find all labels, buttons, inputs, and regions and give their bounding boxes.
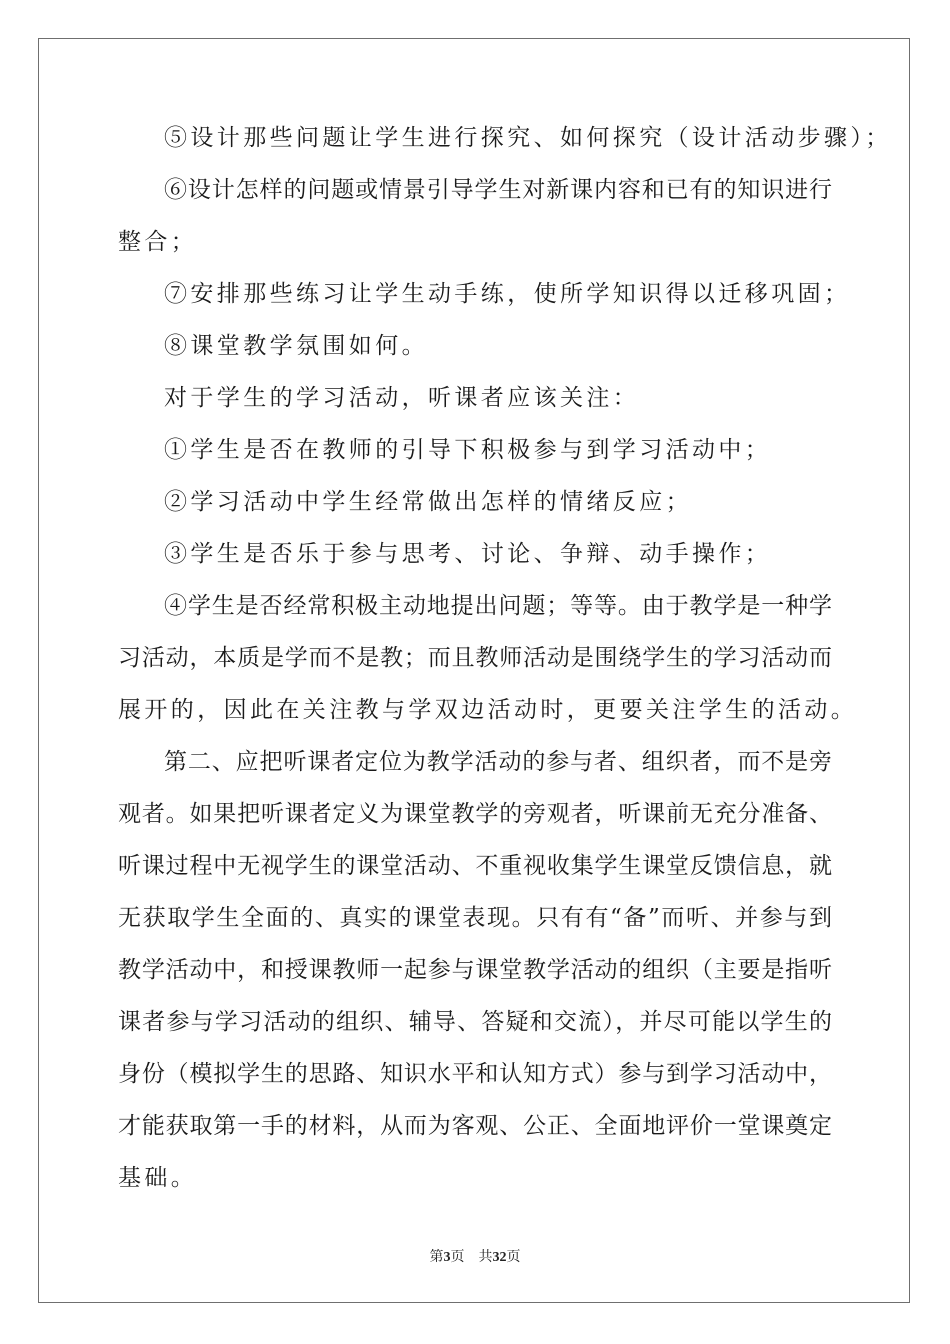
text-line: ⑤设计那些问题让学生进行探究、如何探究（设计活动步骤）； — [164, 125, 892, 151]
text-line: ①学生是否在教师的引导下积极参与到学习活动中； — [164, 437, 772, 463]
text-line: 才能获取第一手的材料，从而为客观、公正、全面地评价一堂课奠定 — [118, 1113, 832, 1139]
text-line: 对于学生的学习活动，听课者应该关注： — [164, 385, 640, 411]
document-body — [118, 124, 892, 1216]
page-label-suffix: 页 — [450, 1249, 465, 1265]
page-label-prefix: 第 — [429, 1249, 444, 1265]
text-line: ⑦安排那些练习让学生动手练，使所学知识得以迁移巩固； — [164, 281, 851, 307]
text-line: ④学生是否经常积极主动地提出问题；等等。由于教学是一种学 — [164, 593, 832, 619]
text-line: ②学习活动中学生经常做出怎样的情绪反应； — [164, 489, 692, 515]
text-line: 观者。如果把听课者定义为课堂教学的旁观者，听课前无充分准备、 — [118, 801, 832, 827]
text-line: 基础。 — [118, 1165, 198, 1191]
text-line: ③学生是否乐于参与思考、讨论、争辩、动手操作； — [164, 541, 772, 567]
text-line: 第二、应把听课者定位为教学活动的参与者、组织者，而不是旁 — [164, 749, 832, 775]
text-line: 身份（模拟学生的思路、知识水平和认知方式）参与到学习活动中， — [118, 1061, 832, 1087]
page-footer — [0, 1248, 950, 1267]
text-line: 课者参与学习活动的组织、辅导、答疑和交流），并尽可能以学生的 — [118, 1009, 832, 1035]
text-line: 整合； — [118, 229, 198, 255]
total-pages: 32 — [492, 1250, 507, 1265]
text-line: 展开的，因此在关注教与学双边活动时，更要关注学生的活动。 — [118, 697, 858, 723]
page-number: 3 — [443, 1250, 451, 1265]
text-line: ⑧课堂教学氛围如何。 — [164, 333, 428, 359]
text-line: 无获取学生全面的、真实的课堂表现。只有有“备”而听、并参与到 — [118, 905, 832, 931]
text-line: ⑥设计怎样的问题或情景引导学生对新课内容和已有的知识进行 — [164, 177, 832, 203]
text-line: 教学活动中，和授课教师一起参与课堂教学活动的组织（主要是指听 — [118, 957, 832, 983]
text-line: 习活动，本质是学而不是教；而且教师活动是围绕学生的学习活动而 — [118, 645, 832, 671]
text-line: 听课过程中无视学生的课堂活动、不重视收集学生课堂反馈信息，就 — [118, 853, 832, 879]
total-label-suffix: 页 — [506, 1249, 521, 1265]
total-label-prefix: 共 — [478, 1249, 493, 1265]
